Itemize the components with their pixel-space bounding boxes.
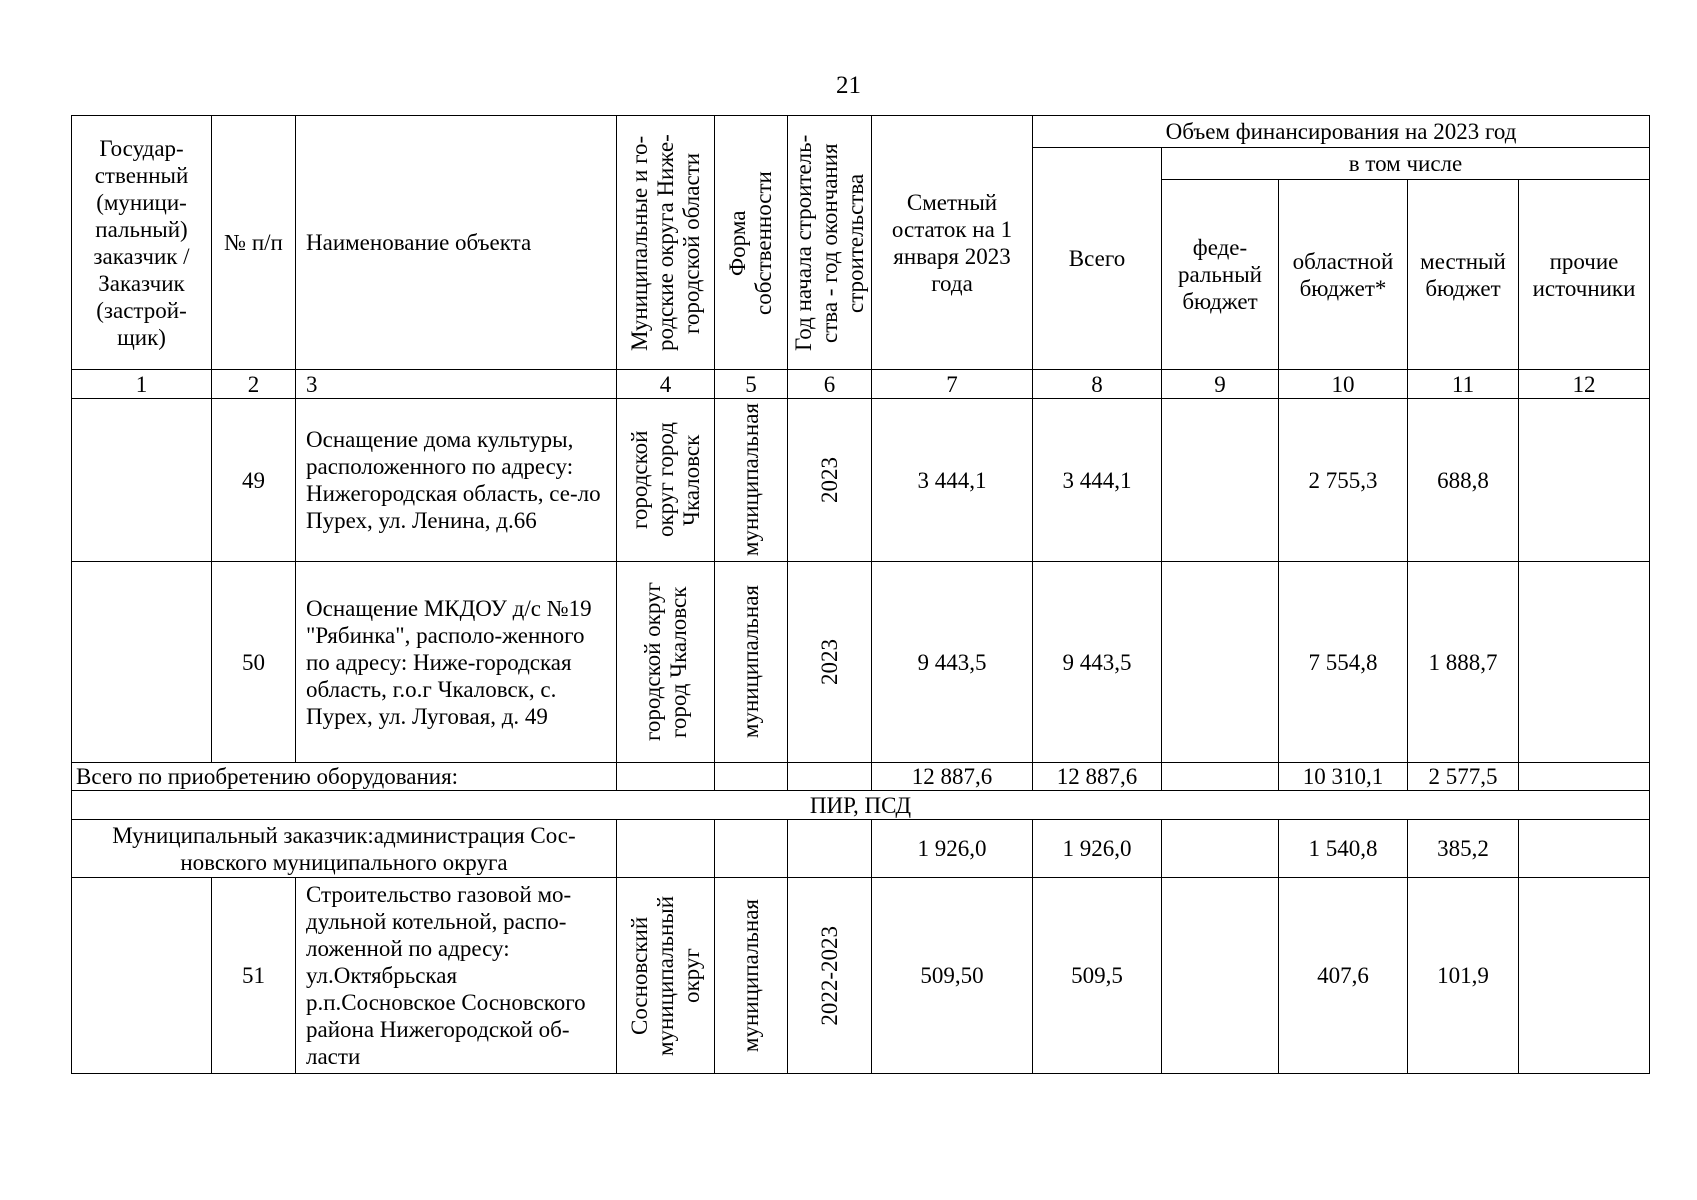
header-balance: Сметный остаток на 1 января 2023 года [872, 116, 1033, 370]
row-years [788, 562, 872, 763]
equipment-total-other [1519, 763, 1650, 791]
row-ownership [715, 562, 788, 763]
column-number: 5 [715, 370, 788, 399]
row-balance: 509,50 [872, 878, 1033, 1074]
row-balance: 3 444,1 [872, 399, 1033, 562]
customer-empty-cell [788, 820, 872, 878]
equipment-total-local: 2 577,5 [1408, 763, 1519, 791]
header-local: местный бюджет [1408, 180, 1519, 370]
table-row [72, 878, 1650, 1074]
column-number: 10 [1279, 370, 1408, 399]
row-years-text: 2023 [816, 639, 842, 685]
customer-label: Муниципальный заказчик:администрация Сос-новского муниципального округа [72, 820, 617, 878]
column-number: 6 [788, 370, 872, 399]
table-row [72, 562, 1650, 763]
row-regional: 407,6 [1279, 878, 1408, 1074]
row-district [617, 562, 715, 763]
column-number: 7 [872, 370, 1033, 399]
row-customer [72, 878, 212, 1074]
row-district-text: городской округ город Чкаловск [626, 422, 704, 538]
row-district [617, 399, 715, 562]
row-regional: 7 554,8 [1279, 562, 1408, 763]
row-total: 3 444,1 [1033, 399, 1162, 562]
row-other [1519, 878, 1650, 1074]
page-number: 21 [836, 72, 861, 99]
row-other [1519, 562, 1650, 763]
header-total: Всего [1033, 148, 1162, 370]
header-row-1 [72, 116, 1650, 148]
row-total: 509,5 [1033, 878, 1162, 1074]
header-regional: областной бюджет* [1279, 180, 1408, 370]
row-years [788, 399, 872, 562]
header-years-text: Год начала строитель-ства - год окончания строительства [790, 134, 868, 351]
customer-other [1519, 820, 1650, 878]
row-district [617, 878, 715, 1074]
header-including: в том числе [1162, 148, 1650, 180]
header-other: прочие источники [1519, 180, 1650, 370]
header-years [788, 116, 872, 370]
equipment-total-balance: 12 887,6 [872, 763, 1033, 791]
customer-total: 1 926,0 [1033, 820, 1162, 878]
row-object-name: Строительство газовой мо-дульной котельной, распо-ложенной по адресу: ул.Октябрьская р.п.Сосновское Сосновского района Нижегородской об-ласти [296, 878, 617, 1074]
row-federal [1162, 562, 1279, 763]
row-ownership [715, 399, 788, 562]
row-num: 50 [212, 562, 296, 763]
column-number: 2 [212, 370, 296, 399]
header-ownership [715, 116, 788, 370]
total-empty-cell [617, 763, 715, 791]
section-title: ПИР, ПСД [72, 791, 1650, 820]
column-number: 1 [72, 370, 212, 399]
customer-empty-cell [715, 820, 788, 878]
column-number: 4 [617, 370, 715, 399]
row-ownership [715, 878, 788, 1074]
equipment-total-row [72, 763, 1650, 791]
header-districts-text: Муниципальные и го-родские округа Ниже-городской области [626, 134, 704, 351]
customer-local: 385,2 [1408, 820, 1519, 878]
header-object-name: Наименование объекта [296, 116, 617, 370]
equipment-total-federal [1162, 763, 1279, 791]
customer-empty-cell [617, 820, 715, 878]
row-ownership-text: муниципальная [738, 403, 763, 557]
row-regional: 2 755,3 [1279, 399, 1408, 562]
row-local: 688,8 [1408, 399, 1519, 562]
customer-federal [1162, 820, 1279, 878]
customer-row [72, 820, 1650, 878]
row-federal [1162, 399, 1279, 562]
total-empty-cell [788, 763, 872, 791]
table-row [72, 399, 1650, 562]
header-num: № п/п [212, 116, 296, 370]
row-ownership-text: муниципальная [738, 898, 763, 1053]
row-other [1519, 399, 1650, 562]
row-local: 101,9 [1408, 878, 1519, 1074]
row-object-name: Оснащение МКДОУ д/с №19 "Рябинка", располо-женного по адресу: Ниже-городская область, г.о.г Чкаловск, с. Пурех, ул. Луговая, д. 49 [296, 562, 617, 763]
header-federal: феде-ральный бюджет [1162, 180, 1279, 370]
row-object-name: Оснащение дома культуры, расположенного по адресу: Нижегородская область, се-ло Пурех, ул. Ленина, д.66 [296, 399, 617, 562]
row-ownership-text: муниципальная [738, 585, 763, 739]
row-num: 49 [212, 399, 296, 562]
column-number: 11 [1408, 370, 1519, 399]
row-district-text: городской округ город Чкаловск [639, 582, 691, 742]
equipment-total-regional: 10 310,1 [1279, 763, 1408, 791]
row-balance: 9 443,5 [872, 562, 1033, 763]
customer-regional: 1 540,8 [1279, 820, 1408, 878]
row-customer [72, 562, 212, 763]
column-number: 3 [296, 370, 617, 399]
row-federal [1162, 878, 1279, 1074]
row-years-text: 2022-2023 [816, 925, 842, 1026]
row-years [788, 878, 872, 1074]
row-total: 9 443,5 [1033, 562, 1162, 763]
equipment-total-label: Всего по приобретению оборудования: [72, 763, 617, 791]
customer-balance: 1 926,0 [872, 820, 1033, 878]
column-number: 8 [1033, 370, 1162, 399]
column-number: 12 [1519, 370, 1650, 399]
column-numbers-row [72, 370, 1650, 399]
section-row [72, 791, 1650, 820]
equipment-total-total: 12 887,6 [1033, 763, 1162, 791]
total-empty-cell [715, 763, 788, 791]
header-districts [617, 116, 715, 370]
header-customer: Государ-ственный (муници-пальный) заказчик / Заказчик (застрой-щик) [72, 116, 212, 370]
header-ownership-text: Форма собственности [725, 170, 776, 315]
row-local: 1 888,7 [1408, 562, 1519, 763]
financing-table [71, 115, 1650, 1074]
column-number: 9 [1162, 370, 1279, 399]
row-years-text: 2023 [816, 457, 842, 503]
row-district-text: Сосновский муниципальный округ [626, 895, 704, 1056]
row-num: 51 [212, 878, 296, 1074]
row-customer [72, 399, 212, 562]
header-funding-group: Объем финансирования на 2023 год [1033, 116, 1650, 148]
